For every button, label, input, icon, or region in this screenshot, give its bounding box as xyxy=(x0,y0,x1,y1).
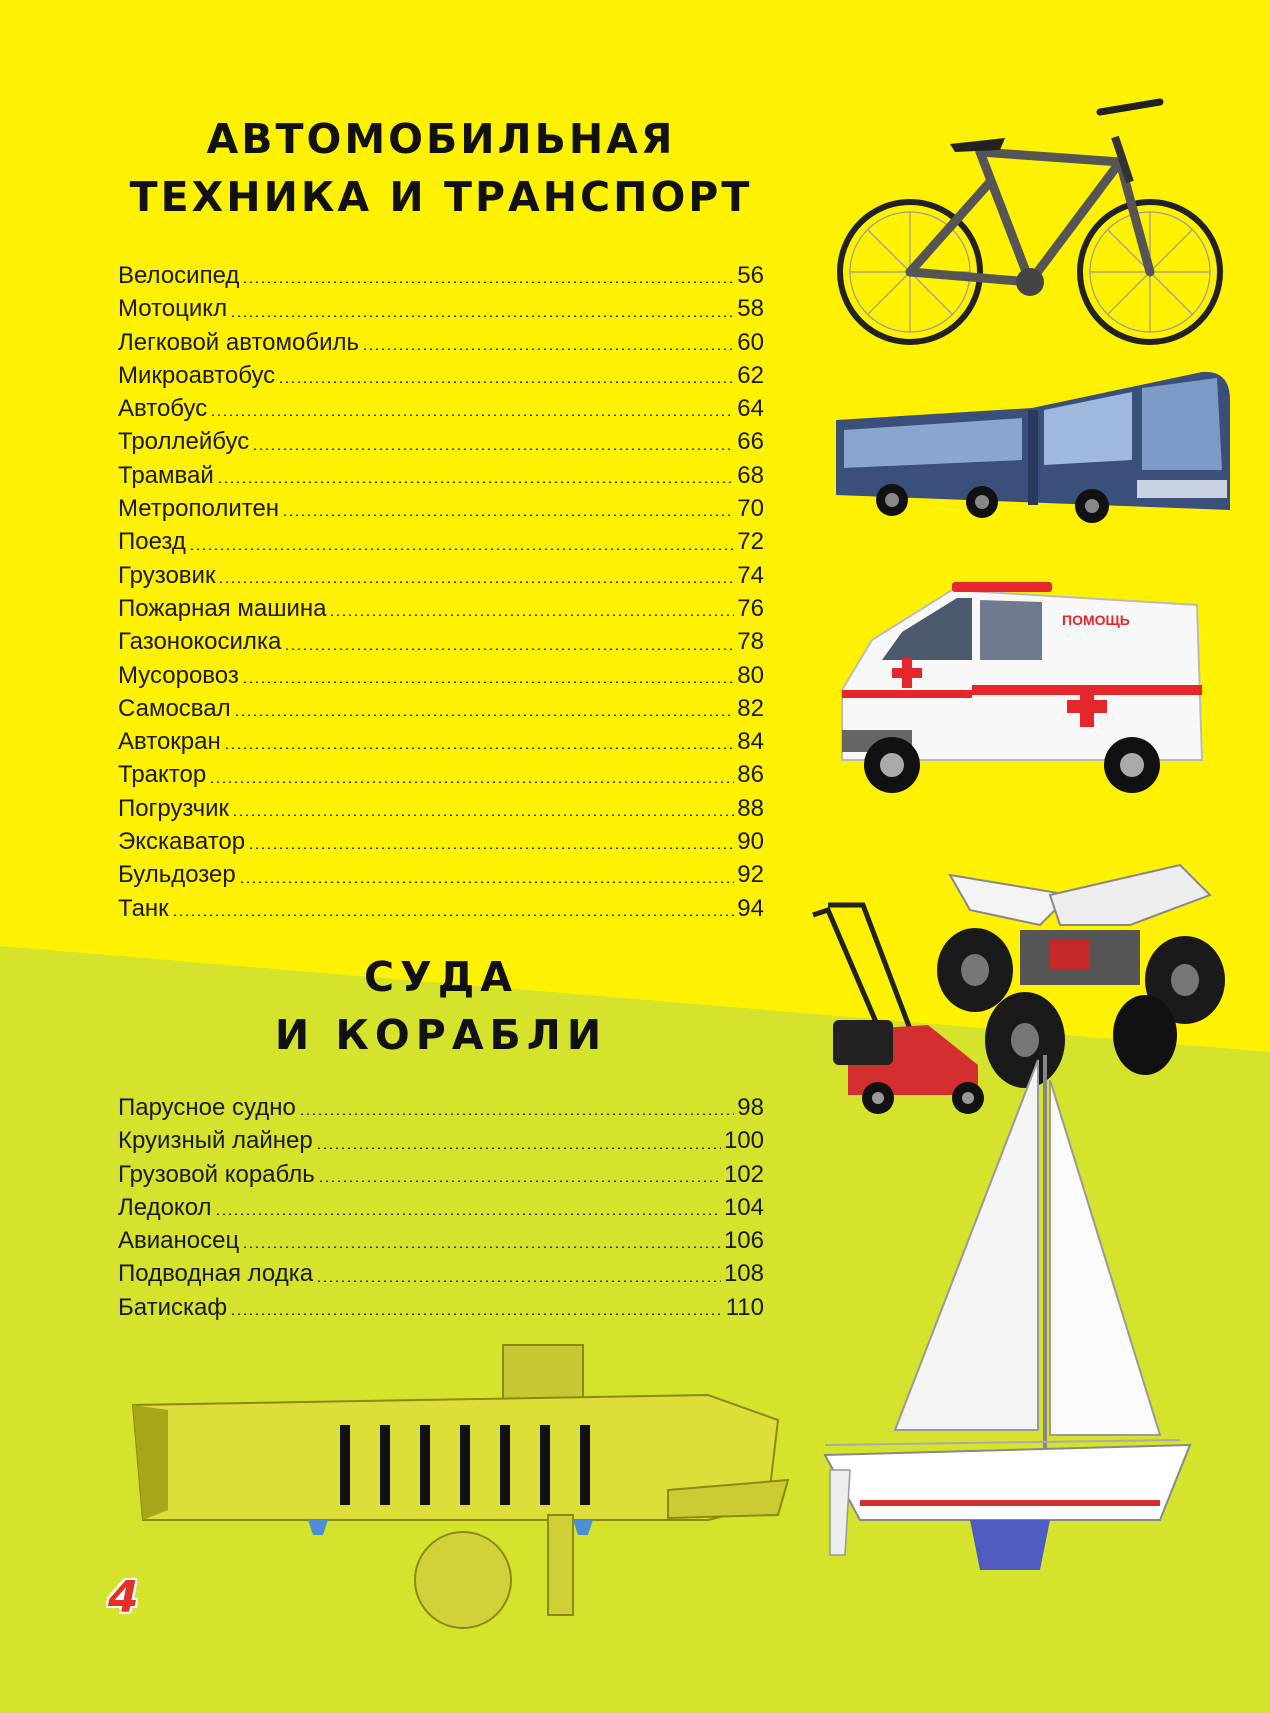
toc-leader-dots xyxy=(230,315,734,317)
toc-leader-dots xyxy=(189,548,734,550)
toc-leader-dots xyxy=(329,614,734,616)
toc-entry[interactable] xyxy=(118,1291,764,1324)
toc-entry-page: 58 xyxy=(737,295,764,323)
toc-leader-dots xyxy=(248,847,734,849)
toc-leader-dots xyxy=(252,448,734,450)
toc-entry-label: Трамвай xyxy=(118,461,214,489)
bicycle-illustration xyxy=(830,92,1250,362)
toc-ships-list xyxy=(118,1091,764,1324)
toc-entry[interactable] xyxy=(118,392,764,425)
toc-leader-dots xyxy=(239,881,735,883)
toc-entry-label: Грузовой корабль xyxy=(118,1160,315,1188)
toc-entry-page: 92 xyxy=(737,861,764,889)
sailboat-illustration xyxy=(820,1050,1190,1575)
toc-leader-dots xyxy=(278,381,734,383)
toc-entry-label: Парусное судно xyxy=(118,1094,296,1121)
toc-entry-label: Экскаватор xyxy=(118,828,246,856)
toc-entry-page: 100 xyxy=(723,1127,764,1155)
toc-entry[interactable] xyxy=(118,1257,764,1290)
toc-entry-page: 84 xyxy=(737,728,764,756)
toc-entry-label: Микроавтобус xyxy=(118,361,276,389)
toc-entry[interactable] xyxy=(118,659,764,692)
toc-leader-dots xyxy=(234,714,735,716)
toc-leader-dots xyxy=(299,1113,734,1115)
toc-entry-page: 78 xyxy=(737,628,764,656)
toc-entry-page: 102 xyxy=(723,1160,764,1188)
toc-leader-dots xyxy=(230,1313,723,1315)
toc-entry-page: 64 xyxy=(737,395,764,423)
toc-entry-page: 70 xyxy=(737,495,764,523)
toc-leader-dots xyxy=(215,1213,721,1215)
toc-entry-label: Легковой автомобиль xyxy=(118,328,360,356)
toc-entry[interactable] xyxy=(118,1224,764,1257)
section-title-ships-line2: И КОРАБЛИ xyxy=(274,1011,608,1059)
toc-entry-page: 68 xyxy=(737,461,764,489)
toc-entry-page: 76 xyxy=(737,594,764,622)
bathyscaphe-illustration xyxy=(128,1340,788,1630)
toc-entry-label: Бульдозер xyxy=(118,861,236,889)
toc-entry[interactable] xyxy=(118,725,764,758)
toc-entry[interactable] xyxy=(118,1124,764,1157)
section-title-auto-line2: ТЕХНИКА И ТРАНСПОРТ xyxy=(129,173,753,221)
ambulance-illustration xyxy=(832,560,1212,810)
toc-entry-page: 56 xyxy=(737,262,764,289)
toc-leader-dots xyxy=(172,914,735,916)
toc-leader-dots xyxy=(242,281,734,283)
toc-entry-page: 94 xyxy=(737,894,764,922)
toc-entry-label: Грузовик xyxy=(118,561,216,589)
toc-entry-label: Велосипед xyxy=(118,262,240,289)
toc-entry-label: Мусоровоз xyxy=(118,661,239,689)
toc-entry-label: Танк xyxy=(118,894,169,922)
section-title-auto-line1: АВТОМОБИЛЬНАЯ xyxy=(206,115,676,163)
toc-entry-page: 66 xyxy=(737,428,764,456)
toc-entry-page: 104 xyxy=(723,1193,764,1221)
section-title-auto xyxy=(118,110,764,226)
toc-entry[interactable] xyxy=(118,1191,764,1224)
toc-leader-dots xyxy=(210,414,734,416)
toc-entry-label: Круизный лайнер xyxy=(118,1127,313,1155)
toc-auto-list xyxy=(118,259,764,925)
toc-entry-label: Пожарная машина xyxy=(118,594,327,622)
toc-leader-dots xyxy=(242,681,734,683)
toc-entry-page: 108 xyxy=(723,1260,764,1288)
section-title-ships-line1: СУДА xyxy=(364,953,518,1001)
toc-leader-dots xyxy=(282,514,734,516)
toc-leader-dots xyxy=(362,348,734,350)
toc-entry-label: Подводная лодка xyxy=(118,1260,314,1288)
toc-entry-label: Автокран xyxy=(118,728,221,756)
toc-entry-page: 80 xyxy=(737,661,764,689)
toc-entry-page: 110 xyxy=(725,1293,764,1321)
toc-entry[interactable] xyxy=(118,1091,764,1124)
bus-illustration xyxy=(832,360,1234,540)
ambulance-text: ПОМОЩЬ xyxy=(1062,612,1130,628)
toc-entry-page: 60 xyxy=(737,328,764,356)
toc-entry-label: Погрузчик xyxy=(118,794,230,822)
toc-leader-dots xyxy=(316,1280,721,1282)
page-number: 4 xyxy=(108,1572,139,1623)
toc-entry[interactable] xyxy=(118,692,764,725)
toc-entry[interactable] xyxy=(118,492,764,525)
toc-entry[interactable] xyxy=(118,525,764,558)
toc-leader-dots xyxy=(232,814,734,816)
toc-leader-dots xyxy=(242,1246,721,1248)
toc-entry[interactable] xyxy=(118,359,764,392)
toc-entry-label: Поезд xyxy=(118,528,186,556)
toc-entry-label: Самосвал xyxy=(118,694,231,722)
toc-entry[interactable] xyxy=(118,792,764,825)
toc-entry-label: Трактор xyxy=(118,761,207,789)
toc-leader-dots xyxy=(224,747,735,749)
toc-entry[interactable] xyxy=(118,758,764,791)
toc-leader-dots xyxy=(209,781,734,783)
toc-entry-label: Ледокол xyxy=(118,1193,212,1221)
toc-entry-label: Автобус xyxy=(118,395,208,423)
toc-entry[interactable] xyxy=(118,259,764,292)
toc-entry-page: 86 xyxy=(737,761,764,789)
toc-entry-label: Мотоцикл xyxy=(118,295,228,323)
toc-entry-page: 82 xyxy=(737,694,764,722)
toc-entry-label: Троллейбус xyxy=(118,428,250,456)
toc-entry-page: 74 xyxy=(737,561,764,589)
toc-leader-dots xyxy=(218,581,734,583)
toc-entry[interactable] xyxy=(118,625,764,658)
toc-entry-label: Батискаф xyxy=(118,1293,228,1321)
toc-leader-dots xyxy=(217,481,735,483)
toc-entry[interactable] xyxy=(118,292,764,325)
toc-entry-label: Авианосец xyxy=(118,1227,240,1255)
toc-entry[interactable] xyxy=(118,858,764,891)
toc-entry[interactable] xyxy=(118,425,764,458)
toc-entry[interactable] xyxy=(118,892,764,925)
toc-entry[interactable] xyxy=(118,592,764,625)
toc-entry[interactable] xyxy=(118,559,764,592)
section-title-ships xyxy=(118,948,764,1064)
toc-entry[interactable] xyxy=(118,1158,764,1191)
toc-entry-page: 90 xyxy=(737,828,764,856)
toc-entry-page: 62 xyxy=(737,361,764,389)
toc-entry[interactable] xyxy=(118,825,764,858)
toc-entry-page: 88 xyxy=(737,794,764,822)
toc-leader-dots xyxy=(316,1147,721,1149)
toc-leader-dots xyxy=(284,648,734,650)
toc-entry-label: Метрополитен xyxy=(118,495,280,523)
toc-leader-dots xyxy=(318,1180,721,1182)
toc-entry-label: Газонокосилка xyxy=(118,628,282,656)
toc-entry[interactable] xyxy=(118,326,764,359)
toc-entry[interactable] xyxy=(118,459,764,492)
toc-entry-page: 106 xyxy=(723,1227,764,1255)
toc-entry-page: 72 xyxy=(737,528,764,556)
toc-entry-page: 98 xyxy=(737,1094,764,1121)
